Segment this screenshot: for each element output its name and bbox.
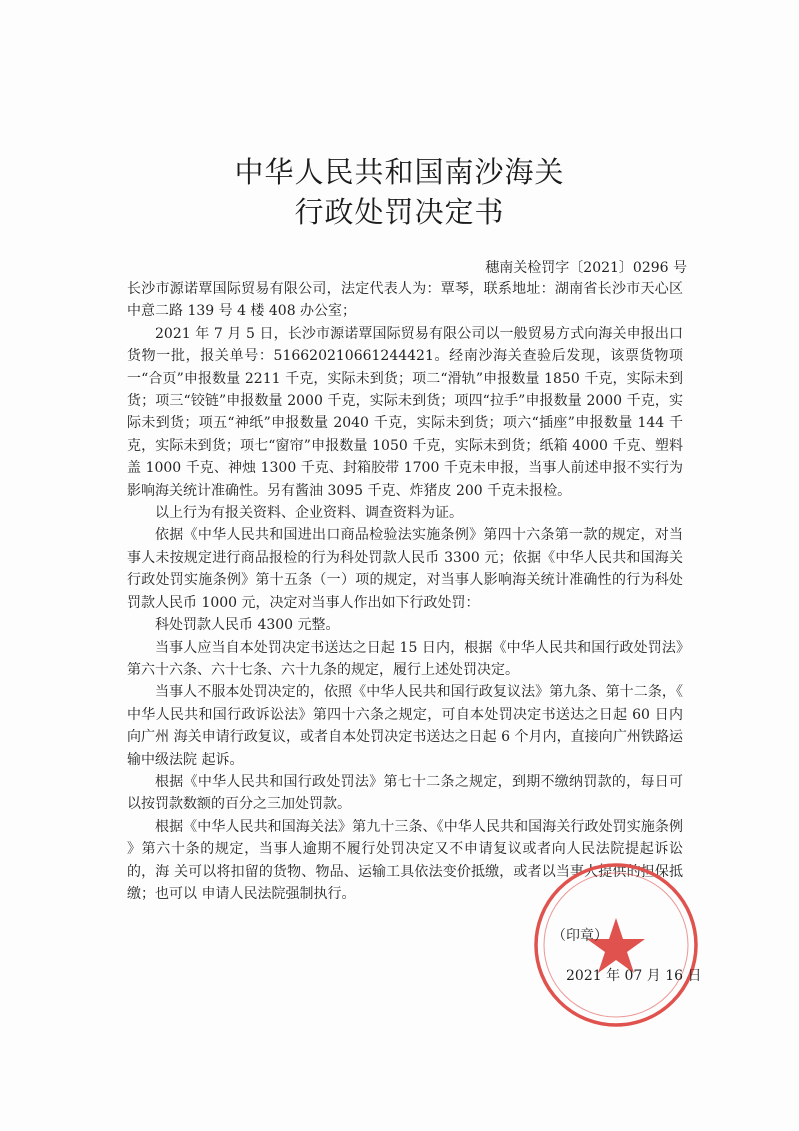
party-paragraph: 长沙市源诺覃国际贸易有限公司，法定代表人为：覃琴，联系地址：湖南省长沙市天心区中意二路 139 号 4 楼 408 办公室； xyxy=(127,281,683,320)
document-body xyxy=(127,278,683,905)
legal-basis-paragraph: 依据《中华人民共和国进出口商品检验法实施条例》第四十六条第一款的规定，对当事人未按规定进行商品报检的行为科处罚款人民币 3300 元；依据《中华人民共和国海关行政处罚实施条例》第十五条（一）项的规定，对当事人影响海关统计准确性的行为科处罚款人民币 1000 元，决定对当事人作出如下行政处罚： xyxy=(127,527,683,611)
late-fee-paragraph: 根据《中华人民共和国行政处罚法》第七十二条之规定，到期不缴纳罚款的，每日可以按罚款数额的百分之三加处罚款。 xyxy=(127,773,683,813)
evidence-paragraph: 以上行为有报关资料、企业资料、调查资料为证。 xyxy=(155,505,463,522)
issue-date: 2021 年 07 月 16 日 xyxy=(566,968,702,984)
facts-paragraph: 2021 年 7 月 5 日，长沙市源诺覃国际贸易有限公司以一般贸易方式向海关申报出口货物一批，报关单号：516620210661244421。经南沙海关查验后发现，该票货物项一“合页”申报数量 2211 千克，实际未到货；项二“滑轨”申报数量 1850 千克，实际未到货；项三“铰链”申报数量 2000 千克，实际未到货；项四“拉手”申报数量 2000 千克，实际未到货；项五“神纸”申报数量 2040 千克，实际未到货；项六“插座”申报数量 144 千克，实际未到货；项七“窗帘”申报数量 1050 千克，实际未到货；纸箱 4000 千克、塑料盖 1000 千克、神烛 1300 千克、封箱胶带 1700 千克未申报，当事人前述申报不实行为影响海关统计准确性。另有酱油 3095 千克、炸猪皮 200 千克未报检。 xyxy=(127,325,683,499)
document-number: 穗南关检罚字〔2021〕0296 号 xyxy=(485,260,687,276)
document-title-line2: 行政处罚决定书 xyxy=(294,195,505,229)
official-seal-stamp xyxy=(531,860,701,1030)
document-title-line1: 中华人民共和国南沙海关 xyxy=(234,155,565,189)
payment-deadline-paragraph: 当事人应当自本处罚决定书送达之日起 15 日内，根据《中华人民共和国行政处罚法》第六十六条、六十七条、六十九条的规定，履行上述处罚决定。 xyxy=(127,639,683,678)
penalty-paragraph: 科处罚款人民币 4300 元整。 xyxy=(155,617,340,634)
enforcement-paragraph: 根据《中华人民共和国海关法》第九十三条、《中华人民共和国海关行政处罚实施条例 》第六十条的规定，当事人逾期不履行处罚决定又不申请复议或者向人民法院提起诉讼的，海 关可以将扣留的货物、物品、运输工具依法变价抵缴，或者以当事人提供的担保抵缴；也可以 申请人民法院强制执行。 xyxy=(127,818,683,902)
seal-label: （印章） xyxy=(552,928,608,944)
appeal-paragraph: 当事人不服本处罚决定的，依照《中华人民共和国行政复议法》第九条、第十二条，《 中华人民共和国行政诉讼法》第四十六条之规定，可自本处罚决定书送达之日起 60 日内向广州 海关申请行政复议，或者自本处罚决定书送达之日起 6 个月内，直接向广州铁路运输中级法院 起诉。 xyxy=(127,684,683,768)
